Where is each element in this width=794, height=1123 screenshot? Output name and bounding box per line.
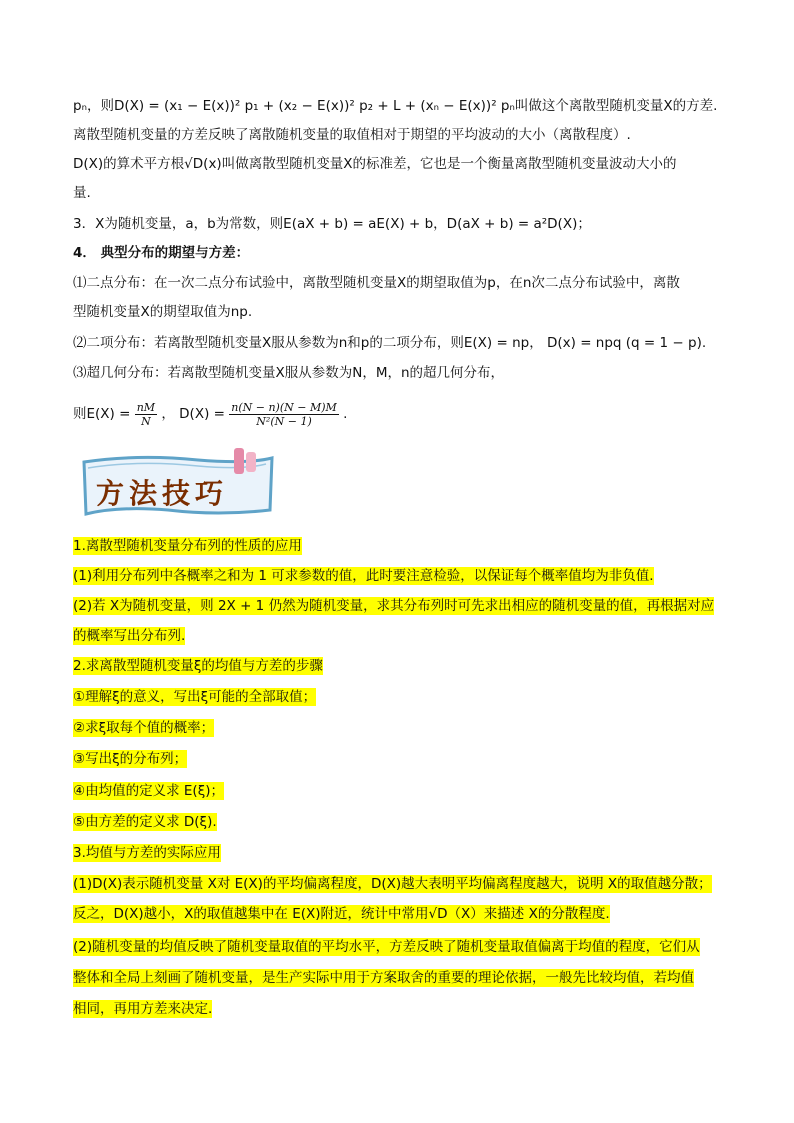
method-1-point-1: (1)利用分布列中各概率之和为 1 可求参数的值，此时要注意检验，以保证每个概率值均为非负值. (73, 568, 654, 584)
application-2-cont: 整体和全局上刻画了随机变量，是生产实际中用于方案取舍的重要的理论依据，一般先比较均值，若均值 (73, 970, 694, 986)
variance-meaning: 离散型随机变量的方差反映了离散随机变量的取值相对于期望的平均波动的大小（离散程度）. (73, 127, 631, 143)
formula-end: . (343, 406, 348, 422)
step-4: ④由均值的定义求 E(ξ)； (73, 783, 224, 799)
fraction-variance-denominator: N²(N − 1) (256, 414, 312, 428)
method-heading-2: 2.求离散型随机变量ξ的均值与方差的步骤 (73, 658, 323, 674)
two-point-dist-cont: 型随机变量X的期望取值为np. (73, 304, 253, 320)
fraction-variance-numerator: n(N − n)(N − M)M (231, 400, 337, 414)
method-heading-3: 3.均值与方差的实际应用 (73, 845, 221, 861)
linear-transform-rule: 3．X为随机变量，a，b为常数，则E(aX + b) = aE(X) + b，D(aX + b) = a²D(X)； (73, 216, 591, 232)
binomial-dist: ⑵二项分布：若离散型随机变量X服从参数为n和p的二项分布，则E(X) = np， D(x) = npq (q = 1 − p). (73, 335, 707, 351)
fraction-expectation (135, 401, 157, 428)
fraction-expectation-numerator: nM (136, 400, 156, 414)
variance-definition: pₙ，则D(X) = (x₁ − E(x))² p₁ + (x₂ − E(x))² p₂ + L + (xₙ − E(x))² pₙ叫做这个离散型随机变量X的方差. (73, 98, 718, 114)
fraction-variance (229, 401, 339, 428)
std-definition: D(X)的算术平方根√D(x)叫做离散型随机变量X的标准差，它也是一个衡量离散型随机变量波动大小的 (73, 156, 677, 172)
formula-dx-label: ， D(X) = (161, 406, 225, 422)
std-definition-cont: 量. (73, 185, 91, 201)
method-1-point-2: (2)若 X为随机变量，则 2X + 1 仍然为随机变量，求其分布列时可先求出相应的随机变量的值，再根据对应 (73, 598, 715, 614)
step-1: ①理解ξ的意义，写出ξ可能的全部取值； (73, 689, 317, 705)
typical-distributions-heading: 4． 典型分布的期望与方差： (73, 245, 250, 261)
hypergeometric-formulas (73, 400, 347, 428)
application-1: (1)D(X)表示随机变量 X对 E(X)的平均偏离程度，D(X)越大表明平均偏离程度越大，说明 X的取值越分散； (73, 876, 712, 892)
formula-ex-label: 则E(X) = (73, 406, 131, 422)
step-3: ③写出ξ的分布列； (73, 751, 188, 767)
two-point-dist: ⑴二点分布：在一次二点分布试验中，离散型随机变量X的期望取值为p，在n次二点分布试验中，离散 (73, 275, 680, 291)
fraction-expectation-denominator: N (141, 414, 151, 428)
method-heading-1: 1.离散型随机变量分布列的性质的应用 (73, 538, 302, 554)
hypergeometric-dist: ⑶超几何分布：若离散型随机变量X服从参数为N，M，n的超几何分布， (73, 365, 505, 381)
application-2-end: 相同，再用方差来决定. (73, 1001, 213, 1017)
application-1-cont: 反之，D(X)越小，X的取值越集中在 E(X)附近，统计中常用√D（X）来描述 X的分散程度. (73, 906, 610, 922)
application-2: (2)随机变量的均值反映了随机变量取值的平均水平，方差反映了随机变量取值偏离于均值的程度，它们从 (73, 939, 700, 955)
method-banner-title: 方法技巧 (96, 477, 229, 510)
step-2: ②求ξ取每个值的概率； (73, 720, 215, 736)
step-5: ⑤由方差的定义求 D(ξ). (73, 814, 217, 830)
method-1-point-2-cont: 的概率写出分布列. (73, 628, 186, 644)
